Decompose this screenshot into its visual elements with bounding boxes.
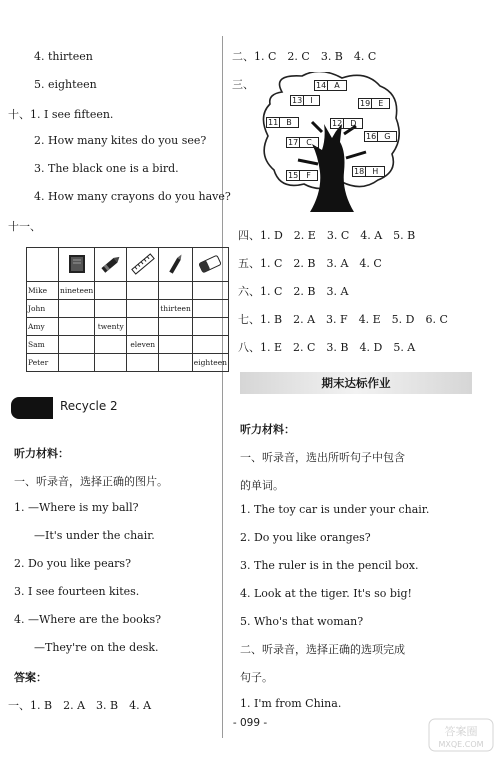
question-line: 一、听录音，选择正确的图片。 bbox=[14, 475, 168, 488]
crayon-icon bbox=[98, 252, 124, 276]
table-row bbox=[27, 300, 229, 318]
table-cell: thirteen bbox=[159, 300, 193, 318]
table-cell: nineteen bbox=[59, 282, 95, 300]
question-line: 1. I'm from China. bbox=[240, 697, 342, 710]
table-row bbox=[27, 282, 229, 300]
table-cell: eleven bbox=[127, 336, 159, 354]
table-cell bbox=[192, 318, 228, 336]
answer-line: 4. thirteen bbox=[34, 50, 93, 63]
tree-label: 19 E bbox=[358, 98, 390, 109]
tree-label: 15 F bbox=[286, 170, 318, 181]
table-cell bbox=[95, 282, 127, 300]
table-cell: Sam bbox=[27, 336, 59, 354]
tree-label: 13 I bbox=[290, 95, 320, 106]
table-cell bbox=[127, 318, 159, 336]
subheading: 听力材料： bbox=[14, 447, 69, 460]
table-cell: twenty bbox=[95, 318, 127, 336]
answer-line: 4. How many crayons do you have? bbox=[34, 190, 231, 203]
table-cell bbox=[159, 318, 193, 336]
table-cell bbox=[159, 282, 193, 300]
answer-line: 六、1. C 2. B 3. A bbox=[238, 285, 349, 298]
table-cell: Amy bbox=[27, 318, 59, 336]
table-cell bbox=[127, 282, 159, 300]
watermark-logo bbox=[428, 718, 494, 752]
section-tab bbox=[11, 397, 53, 419]
book-icon bbox=[64, 252, 90, 276]
answer-line: 五、1. C 2. B 3. A 4. C bbox=[238, 257, 382, 270]
section-label: 三、 bbox=[232, 78, 254, 91]
question-line: 3. The ruler is in the pencil box. bbox=[240, 559, 419, 572]
page-number: - 099 - bbox=[232, 717, 268, 729]
table-cell bbox=[159, 354, 193, 372]
table-cell bbox=[159, 336, 193, 354]
question-line: 4. —Where are the books? bbox=[14, 613, 161, 626]
answer-line: 2. How many kites do you see? bbox=[34, 134, 207, 147]
subheading: 答案： bbox=[14, 671, 47, 684]
question-line: 2. Do you like pears? bbox=[14, 557, 131, 570]
question-line: —They're on the desk. bbox=[34, 641, 159, 654]
section-title: 期末达标作业 bbox=[321, 376, 391, 390]
answer-line: 十、1. I see fifteen. bbox=[8, 108, 114, 121]
question-line: 1. —Where is my ball? bbox=[14, 501, 139, 514]
tree-label: 14 A bbox=[314, 80, 347, 91]
question-line: —It's under the chair. bbox=[34, 529, 155, 542]
table-cell bbox=[127, 354, 159, 372]
answer-line: 5. eighteen bbox=[34, 78, 97, 91]
tree-label: 12 D bbox=[330, 118, 363, 129]
table-cell bbox=[192, 300, 228, 318]
table-row bbox=[27, 336, 229, 354]
question-line: 句子。 bbox=[240, 671, 273, 684]
svg-text:答案圈: 答案圈 bbox=[444, 725, 478, 738]
answer-line: 一、1. B 2. A 3. B 4. A bbox=[8, 699, 152, 712]
table-cell: Mike bbox=[27, 282, 59, 300]
subheading: 听力材料： bbox=[240, 423, 295, 436]
ruler-icon bbox=[130, 252, 156, 276]
answer-table bbox=[26, 247, 229, 372]
table-cell: eighteen bbox=[192, 354, 228, 372]
table-cell bbox=[192, 336, 228, 354]
tree-label: 16 G bbox=[364, 131, 397, 142]
section-banner bbox=[240, 372, 472, 394]
table-cell: Peter bbox=[27, 354, 59, 372]
table-cell bbox=[95, 354, 127, 372]
table-cell bbox=[127, 300, 159, 318]
table-corner-cell bbox=[27, 248, 59, 282]
pencil-icon bbox=[163, 252, 189, 276]
eraser-icon bbox=[197, 252, 223, 276]
question-line: 3. I see fourteen kites. bbox=[14, 585, 140, 598]
table-cell bbox=[59, 336, 95, 354]
tree-label: 17 C bbox=[286, 137, 319, 148]
table-row bbox=[27, 318, 229, 336]
tree-label: 11 B bbox=[266, 117, 299, 128]
answer-line: 二、1. C 2. C 3. B 4. C bbox=[232, 50, 377, 63]
answer-line: 七、1. B 2. A 3. F 4. E 5. D 6. C bbox=[238, 313, 448, 326]
question-line: 二、听录音，选择正确的选项完成 bbox=[240, 643, 405, 656]
table-cell bbox=[95, 300, 127, 318]
table-cell bbox=[59, 354, 95, 372]
table-cell bbox=[95, 336, 127, 354]
table-cell: John bbox=[27, 300, 59, 318]
question-line: 2. Do you like oranges? bbox=[240, 531, 371, 544]
answer-line: 四、1. D 2. E 3. C 4. A 5. B bbox=[238, 229, 416, 242]
tree-label: 18 H bbox=[352, 166, 385, 177]
table-cell bbox=[192, 282, 228, 300]
answer-line: 八、1. E 2. C 3. B 4. D 5. A bbox=[238, 341, 416, 354]
question-line: 一、听录音，选出所听句子中包含 bbox=[240, 451, 405, 464]
question-line: 5. Who's that woman? bbox=[240, 615, 364, 628]
column-divider bbox=[222, 36, 223, 738]
answer-line: 3. The black one is a bird. bbox=[34, 162, 179, 175]
table-cell bbox=[59, 300, 95, 318]
table-row bbox=[27, 354, 229, 372]
question-line: 4. Look at the tiger. It's so big! bbox=[240, 587, 412, 600]
section-title: Recycle 2 bbox=[60, 399, 118, 413]
table-header-row bbox=[27, 248, 229, 282]
watermark-icon bbox=[428, 718, 494, 752]
question-line: 1. The toy car is under your chair. bbox=[240, 503, 430, 516]
svg-text:MXQE.COM: MXQE.COM bbox=[438, 740, 484, 749]
section-label: 十一、 bbox=[8, 220, 41, 233]
tree-illustration bbox=[262, 72, 402, 214]
question-line: 的单词。 bbox=[240, 479, 284, 492]
table-cell bbox=[59, 318, 95, 336]
